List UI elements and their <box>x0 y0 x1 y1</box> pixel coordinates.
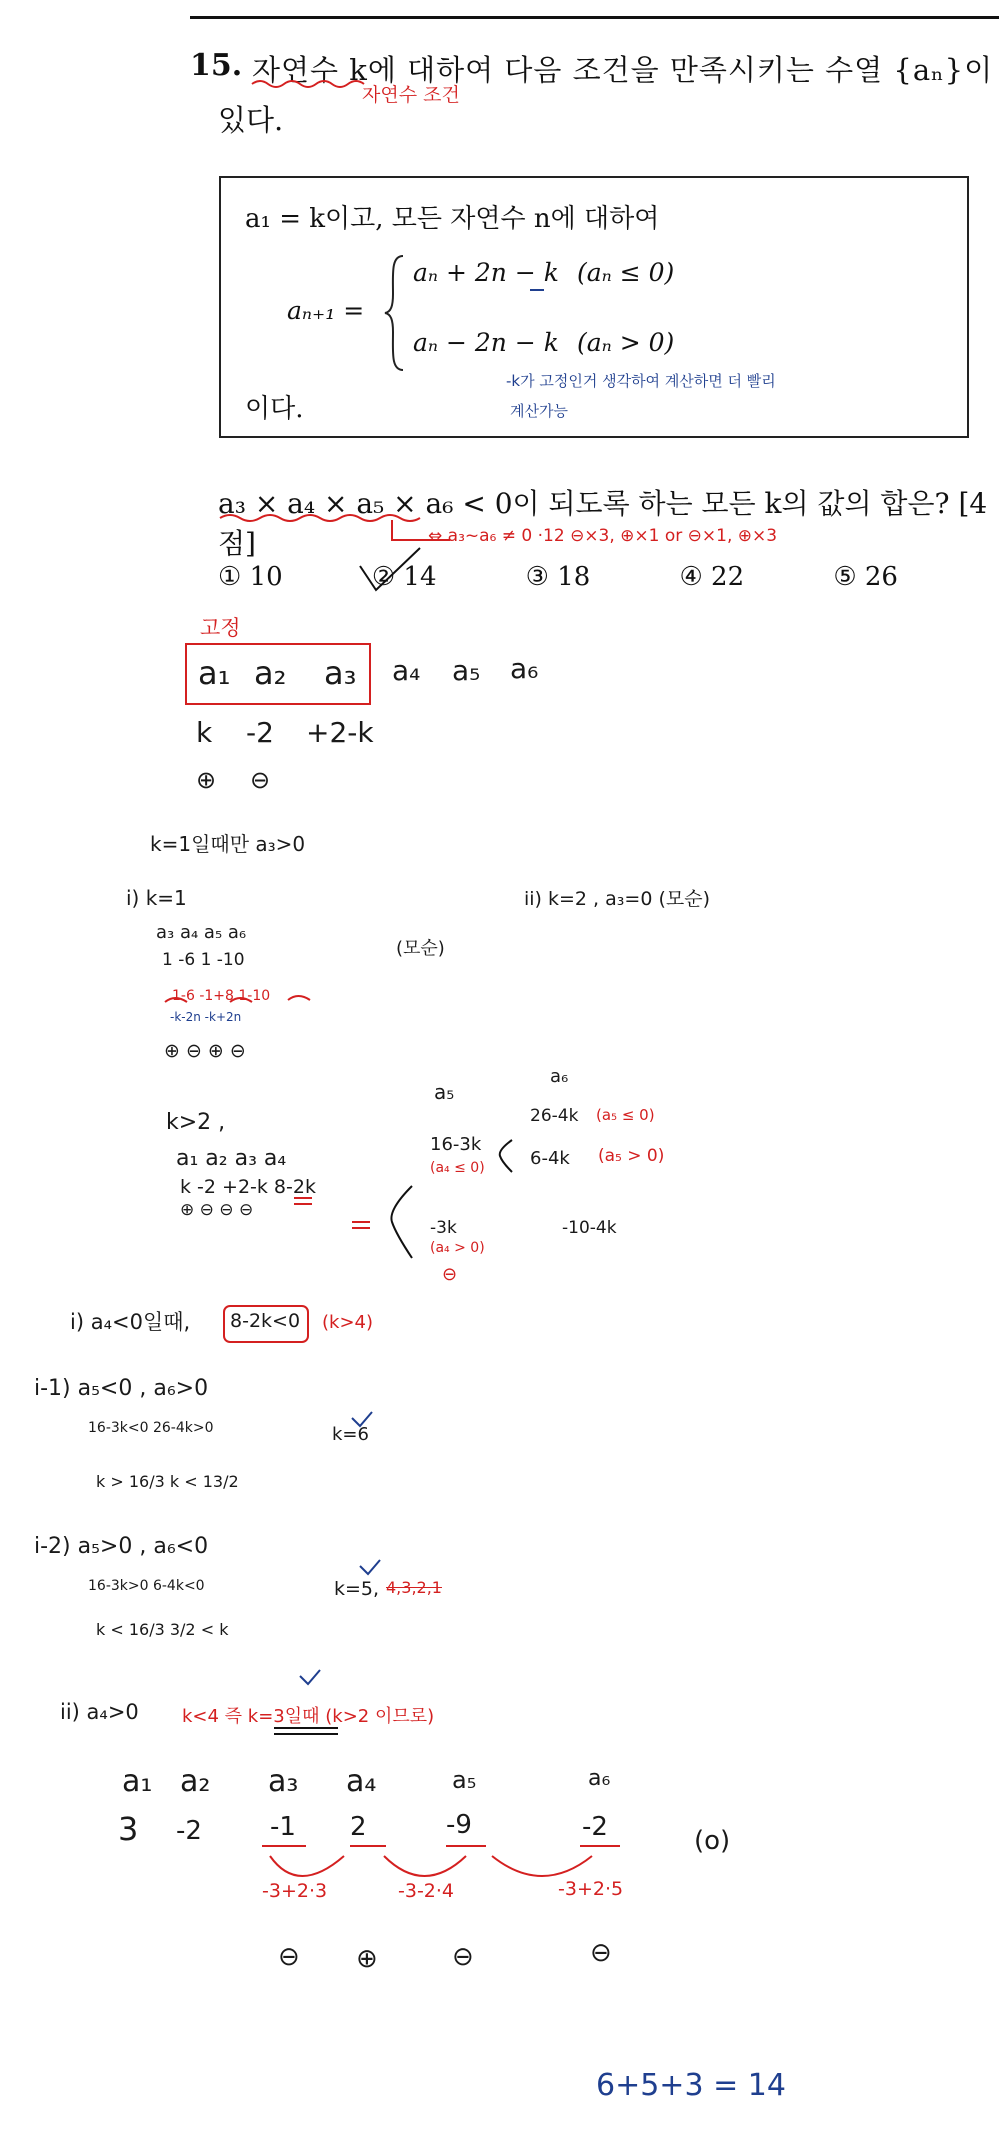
condition-line1: a₁ = k이고, 모든 자연수 n에 대하여 <box>245 204 660 234</box>
term-a3: a₃ <box>324 654 357 692</box>
final-sign-a4: ⊕ <box>356 1944 378 1974</box>
final-value-a5: -9 <box>446 1810 472 1840</box>
final-term-a1: a₁ <box>122 1764 153 1799</box>
case-i-2-ineq: 16-3k>0 6-4k<0 <box>88 1578 205 1594</box>
final-term-a3: a₃ <box>268 1764 299 1799</box>
branch-6-4k-cond: (a₅ > 0) <box>598 1146 665 1166</box>
k1-contradiction: (모순) <box>396 938 445 959</box>
choice-4[interactable]: ④ 22 <box>679 562 745 592</box>
recurrence-cond2: (aₙ > 0) <box>577 328 675 357</box>
question-text: a₃ × a₄ × a₅ × a₆ < 0이 되도록 하는 모든 k의 값의 합은? [4점] <box>218 487 988 560</box>
case-k1: i) k=1 <box>126 886 187 910</box>
k-gt-2-header: a₁ a₂ a₃ a₄ <box>176 1146 287 1171</box>
branch-minus-3k-sign: ⊖ <box>442 1264 458 1285</box>
choice-2[interactable]: ② 14 <box>371 562 437 592</box>
k-gt-2-values: k -2 +2-k 8-2k <box>180 1176 316 1198</box>
final-value-a6: -2 <box>582 1812 608 1842</box>
case-k-gt-2: k>2 , <box>166 1110 226 1135</box>
k1-formula: -k-2n -k+2n <box>170 1010 242 1024</box>
sign-a2: ⊖ <box>250 766 271 794</box>
final-term-a2: a₂ <box>180 1764 211 1799</box>
branch-26-4k: 26-4k <box>530 1106 579 1126</box>
branch-minus-3k-cond: (a₄ > 0) <box>430 1240 485 1256</box>
note-sign-condition: ⇔ a₃~a₆ ≠ 0 ·12 ⊖×3, ⊕×1 or ⊖×1, ⊕×3 <box>428 526 778 546</box>
term-a5: a₅ <box>452 654 481 687</box>
case-i-range: (k>4) <box>322 1312 374 1333</box>
term-a1: a₁ <box>198 654 231 692</box>
final-term-a4: a₄ <box>346 1764 377 1799</box>
case-ii: ii) a₄>0 <box>60 1700 139 1724</box>
term-a6: a₆ <box>510 652 539 685</box>
k1-calc: 1-6 -1+8 1-10 <box>172 988 271 1004</box>
recurrence-lhs: aₙ₊₁ = <box>287 296 365 325</box>
note-natural-condition: 자연수 조건 <box>362 84 460 106</box>
final-calc-2: -3-2·4 <box>398 1880 455 1902</box>
recurrence-case1: aₙ + 2n − k <box>413 258 559 287</box>
case-i-inequality: 8-2k<0 <box>230 1310 301 1332</box>
branch-a5-label: a₅ <box>434 1080 455 1104</box>
note-k-fixed: -k가 고정인거 생각하여 계산하면 더 빨리 <box>506 372 776 390</box>
final-value-a3: -1 <box>270 1812 296 1842</box>
value-a2: -2 <box>246 716 274 749</box>
term-a2: a₂ <box>254 654 287 692</box>
case-i-1: i-1) a₅<0 , a₆>0 <box>34 1376 209 1401</box>
final-sum: 6+5+3 = 14 <box>596 2068 786 2103</box>
branch-16-3k-cond: (a₄ ≤ 0) <box>430 1160 485 1176</box>
term-a4: a₄ <box>392 654 421 687</box>
case-k2: ii) k=2 , a₃=0 (모순) <box>524 888 710 910</box>
problem-statement-line1: 자연수 k에 대하여 다음 조건을 만족시키는 수열 {aₙ}이 <box>252 53 994 87</box>
note-k1-only: k=1일때만 a₃>0 <box>150 832 306 856</box>
condition-end: 이다. <box>245 394 304 424</box>
k-gt-2-signs: ⊕ ⊖ ⊖ ⊖ <box>180 1200 254 1220</box>
final-sign-a5: ⊖ <box>452 1942 474 1972</box>
final-verified: (o) <box>694 1826 731 1856</box>
case-i-1-ineq: 16-3k<0 26-4k>0 <box>88 1420 214 1436</box>
value-a1: k <box>196 716 213 749</box>
case-i-1-range: k > 16/3 k < 13/2 <box>96 1472 239 1491</box>
k1-signs: ⊕ ⊖ ⊕ ⊖ <box>164 1040 246 1062</box>
case-i: i) a₄<0일때, <box>70 1310 191 1334</box>
case-i-2-excluded: 4,3,2,1 <box>386 1578 442 1597</box>
final-value-a2: -2 <box>176 1816 202 1846</box>
problem-statement-line2: 있다. <box>218 103 284 137</box>
case-i-2-range: k < 16/3 3/2 < k <box>96 1620 229 1639</box>
choice-3[interactable]: ③ 18 <box>525 562 591 592</box>
k1-header: a₃ a₄ a₅ a₆ <box>156 922 247 943</box>
sign-a1: ⊕ <box>196 766 217 794</box>
choice-5[interactable]: ⑤ 26 <box>833 562 898 592</box>
branch-6-4k: 6-4k <box>530 1148 570 1169</box>
recurrence-cond1: (aₙ ≤ 0) <box>577 258 675 287</box>
final-term-a6: a₆ <box>588 1766 611 1791</box>
case-i-1-result: k=6 <box>332 1424 369 1445</box>
final-sign-a6: ⊖ <box>590 1938 612 1968</box>
recurrence-case2: aₙ − 2n − k <box>413 328 559 357</box>
note-computable: 계산가능 <box>510 402 568 420</box>
k1-values: 1 -6 1 -10 <box>162 950 245 970</box>
case-i-2-result: k=5, <box>334 1578 380 1600</box>
final-value-a1: 3 <box>118 1810 139 1848</box>
value-a3: +2-k <box>306 716 374 749</box>
choice-1[interactable]: ① 10 <box>218 562 283 592</box>
branch-26-4k-cond: (a₅ ≤ 0) <box>596 1106 655 1124</box>
case-i-2: i-2) a₅>0 , a₆<0 <box>34 1534 209 1559</box>
final-term-a5: a₅ <box>452 1766 477 1794</box>
problem-number: 15. <box>190 48 243 83</box>
final-calc-3: -3+2·5 <box>558 1878 624 1900</box>
final-value-a4: 2 <box>350 1812 367 1842</box>
note-fixed: 고정 <box>200 616 241 640</box>
final-calc-1: -3+2·3 <box>262 1880 328 1902</box>
final-sign-a3: ⊖ <box>278 1942 300 1972</box>
branch-16-3k: 16-3k <box>430 1134 482 1155</box>
branch-minus-10-4k: -10-4k <box>562 1218 617 1238</box>
branch-minus-3k: -3k <box>430 1218 457 1238</box>
branch-a6-label: a₆ <box>550 1066 569 1087</box>
case-ii-result: k<4 즉 k=3일때 (k>2 이므로) <box>182 1706 435 1727</box>
